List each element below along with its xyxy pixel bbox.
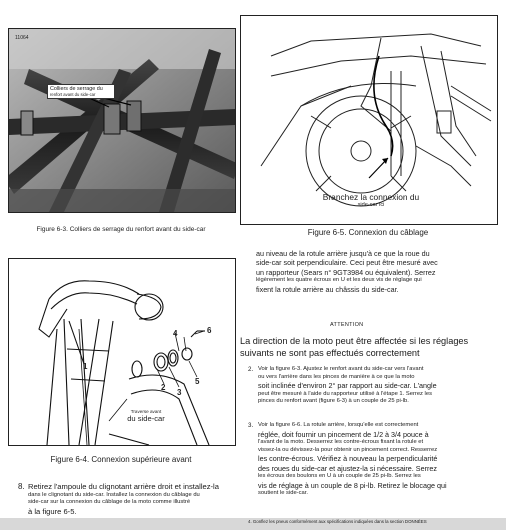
part-number-6: 6 [207, 326, 212, 335]
part-number-4: 4 [173, 329, 178, 338]
step-line: des roues du side-car et ajustez-la si nécessaire. Serrez [258, 463, 437, 473]
step-line: à la figure 6-5. [28, 506, 77, 516]
intro-line: légèrement les quatre écrous en U et les deux vis de réglage qui [256, 277, 422, 284]
attention-text [240, 336, 500, 359]
step-4: 4. Gonflez les pneus conformément aux spécifications indiquées dans la section DONNÉES [248, 519, 427, 524]
frame-clamps-photo [9, 29, 235, 212]
step-number: 2. [248, 366, 254, 373]
step-line: pinces du renfort avant (figure 6-3) à un couple de 25 pi-lb. [258, 398, 409, 405]
step-body [28, 482, 219, 516]
attention-line: La direction de la moto peut être affectée si les réglages [240, 336, 469, 346]
figure-6-4-drawing [8, 258, 236, 446]
part-number-1: 1 [83, 362, 88, 371]
part-number-2: 2 [161, 383, 166, 392]
figure-6-5-drawing [240, 15, 498, 225]
step-line: réglée, doit fournir un pincement de 1/2 à 3/4 pouce à [258, 429, 429, 439]
step-line: les écrous des boulons en U à un couple de 25 pi-lb. Serrez les [258, 473, 421, 479]
step-line: les contre-écrous. Vérifiez à nouveau la perpendicularité [258, 454, 438, 464]
step-line: dans le clignotant du side-car. Installez la connexion du câblage du [28, 491, 200, 498]
traverse-label [101, 409, 191, 423]
attention-heading: ATTENTION [330, 322, 364, 328]
step-line: peut être mesuré à l'aide du rapporteur utilisé à l'étape 1. Serrez les [258, 390, 432, 397]
step-line: soit inclinée d'environ 2° par rapport au side-car. L'angle [258, 381, 437, 391]
step-line: ou vers l'arrière dans les pinces de manière à ce que la moto [258, 373, 415, 380]
intro-line: fixent la rotule arrière au châssis du side-car. [256, 284, 399, 294]
intro-paragraph [256, 249, 496, 294]
step-line: Retirez l'ampoule du clignotant arrière droit et installez-la [28, 482, 219, 491]
part-number-3: 3 [177, 388, 182, 397]
step-line: vis de réglage à un couple de 8 pi-lb. Retirez le blocage qui [258, 480, 447, 490]
wiring-label-sub: side-car ici [357, 202, 385, 208]
step-line: Voir la figure 6-3. Ajustez le renfort avant du side-car vers l'avant [258, 366, 424, 372]
intro-line: au niveau de la rotule arrière jusqu'à ce que la roue du [256, 249, 430, 258]
attention-line: suivants ne sont pas effectués correctement [240, 347, 420, 358]
figure-callout [47, 84, 115, 99]
step-number: 8. [18, 482, 25, 491]
wiring-label-main: Branchez la connexion du [322, 192, 420, 202]
step-body [258, 366, 437, 406]
step-line: Voir la figure 6-6. La rotule arrière, lorsqu'elle est correctement [258, 422, 419, 428]
intro-line: side-car soit perpendiculaire. Ceci peut être mesuré avec [256, 258, 438, 268]
step-number: 3. [248, 422, 254, 429]
traverse-label-main: du side-car [127, 414, 165, 423]
wiring-label [301, 192, 441, 208]
callout-title: Colliers de serrage du [50, 86, 103, 92]
step-line: vissez-la ou dévissez-la pour obtenir un pincement correct. Resserrez [258, 446, 438, 453]
step-body [258, 422, 447, 498]
figure-6-5-caption: Figure 6-5. Connexion du câblage [307, 228, 429, 237]
figure-6-3-caption: Figure 6-3. Colliers de serrage du renfort avant du side-car [36, 226, 206, 233]
callout-subtitle: renfort avant du side-car [50, 92, 96, 97]
part-number-5: 5 [195, 377, 200, 386]
figure-code: 11064 [15, 35, 29, 41]
step-line: soutient le side-car. [258, 490, 308, 496]
intro-line: un rapporteur (Sears n° 9GT3984 ou équivalent). Serrez [256, 267, 436, 277]
step-line: l'avant de la moto. Desserrez les contre-écrous fixant la rotule et [258, 439, 424, 445]
figure-6-4-caption: Figure 6-4. Connexion supérieure avant [50, 455, 192, 464]
step-line: side-car sur la connexion du câblage de la moto comme illustré [28, 499, 191, 506]
traverse-label-small: Traverse avant [130, 409, 162, 414]
figure-6-3-photo [8, 28, 236, 213]
